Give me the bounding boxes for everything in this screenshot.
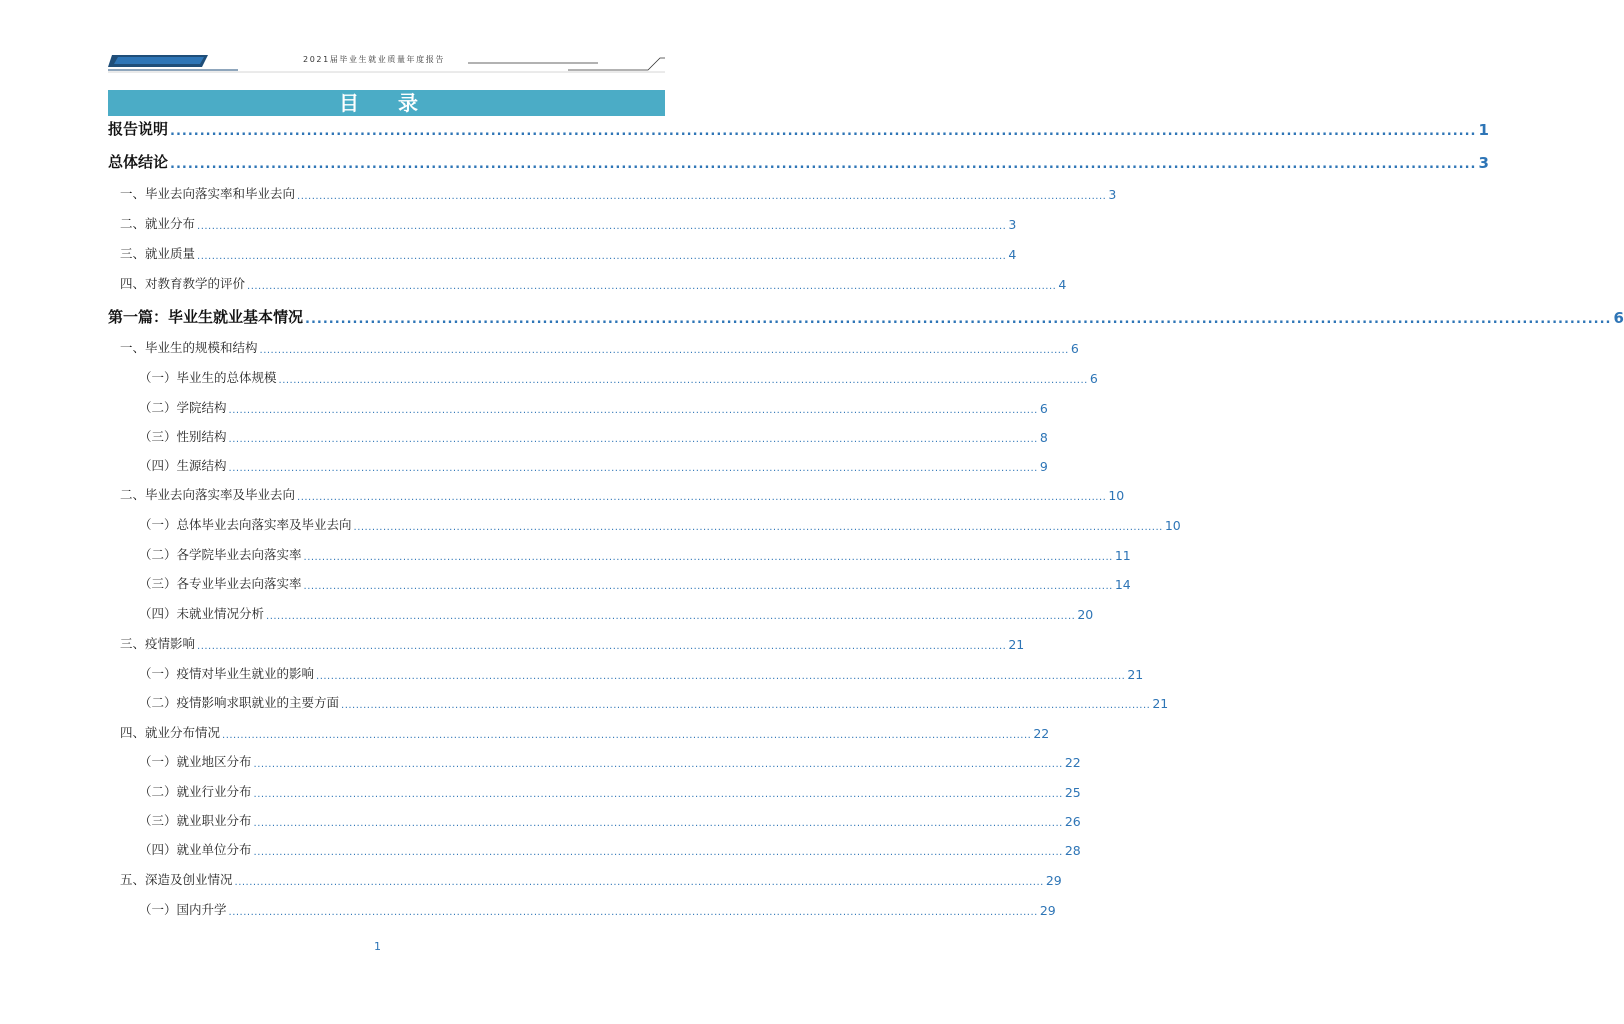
page-header: [108, 50, 665, 74]
toc-entry-page: 3: [1478, 154, 1489, 172]
toc-entry-title: 三、就业质量: [120, 246, 196, 261]
toc-entry-page: 10: [1108, 488, 1125, 503]
toc-entry[interactable]: [108, 150, 1489, 172]
toc-dot-leader: ............................................................................................................................................................................................................................: [297, 191, 1107, 202]
toc-dot-leader: ............................................................................................................................................................................................................................: [278, 375, 1088, 386]
toc-entry-title: （三）就业职业分布: [139, 813, 252, 828]
toc-entry-page: 22: [1033, 726, 1050, 741]
toc-entry[interactable]: [108, 427, 1048, 445]
toc-dot-leader: ............................................................................................................................................................................................................................: [170, 124, 1477, 139]
toc-entry[interactable]: [108, 870, 1062, 888]
toc-entry-page: 22: [1064, 755, 1081, 770]
toc-entry[interactable]: [108, 900, 1056, 918]
toc-entry-title: （二）就业行业分布: [139, 784, 252, 799]
toc-entry-title: （一）疫情对毕业生就业的影响: [139, 666, 315, 681]
toc-entry[interactable]: [108, 634, 1025, 652]
toc-entry-title: 总体结论: [108, 153, 169, 171]
toc-entry-page: 20: [1077, 607, 1094, 622]
toc-dot-leader: ............................................................................................................................................................................................................................: [303, 552, 1113, 563]
toc-entry[interactable]: [108, 604, 1094, 622]
toc-entry-title: 二、就业分布: [120, 216, 196, 231]
toc-entry[interactable]: [108, 368, 1098, 386]
toc-entry[interactable]: [108, 214, 1017, 232]
toc-dot-leader: ............................................................................................................................................................................................................................: [222, 730, 1032, 741]
toc-dot-leader: ............................................................................................................................................................................................................................: [247, 281, 1057, 292]
toc-entry-page: 4: [1058, 277, 1067, 292]
toc-entry-title: （二）学院结构: [139, 400, 227, 415]
toc-dot-leader: ............................................................................................................................................................................................................................: [253, 847, 1063, 858]
toc-dot-leader: ............................................................................................................................................................................................................................: [253, 789, 1063, 800]
toc-dot-leader: ............................................................................................................................................................................................................................: [197, 251, 1007, 262]
toc-entry[interactable]: [108, 782, 1081, 800]
toc-entry[interactable]: [108, 485, 1125, 503]
toc-dot-leader: ............................................................................................................................................................................................................................: [341, 700, 1151, 711]
toc-entry-page: 11: [1114, 548, 1131, 563]
toc-dot-leader: ............................................................................................................................................................................................................................: [353, 522, 1163, 533]
toc-dot-leader: ............................................................................................................................................................................................................................: [253, 818, 1063, 829]
toc-entry-title: （一）总体毕业去向落实率及毕业去向: [139, 517, 352, 532]
toc-entry-page: 8: [1039, 430, 1048, 445]
toc-entry[interactable]: [108, 664, 1144, 682]
toc-entry-title: （四）生源结构: [139, 458, 227, 473]
toc-dot-leader: ............................................................................................................................................................................................................................: [197, 641, 1007, 652]
toc-entry-title: 第一篇：毕业生就业基本情况: [108, 308, 304, 326]
toc-entry-title: （四）未就业情况分析: [139, 606, 265, 621]
toc-entry[interactable]: [108, 456, 1048, 474]
toc-entry-page: 9: [1039, 459, 1048, 474]
toc-entry[interactable]: [108, 305, 1624, 327]
toc-entry-title: （一）国内升学: [139, 902, 227, 917]
toc-dot-leader: ............................................................................................................................................................................................................................: [197, 221, 1007, 232]
toc-entry[interactable]: [108, 244, 1017, 262]
toc-entry-page: 6: [1070, 341, 1079, 356]
toc-entry-title: （三）各专业毕业去向落实率: [139, 576, 302, 591]
toc-entry[interactable]: [108, 693, 1169, 711]
toc-entry-page: 3: [1108, 187, 1117, 202]
toc-entry-page: 29: [1045, 873, 1062, 888]
toc-entry-title: （二）各学院毕业去向落实率: [139, 547, 302, 562]
toc-entry-page: 10: [1164, 518, 1181, 533]
toc-entry-page: 28: [1064, 843, 1081, 858]
toc-entry-page: 21: [1127, 667, 1144, 682]
toc-entry-page: 21: [1008, 637, 1025, 652]
toc-entry-title: 报告说明: [108, 120, 169, 138]
toc-dot-leader: ............................................................................................................................................................................................................................: [316, 671, 1126, 682]
toc-entry[interactable]: [108, 752, 1081, 770]
toc-entry-page: 25: [1064, 785, 1081, 800]
toc-entry-title: 一、毕业生的规模和结构: [120, 340, 258, 355]
toc-dot-leader: ............................................................................................................................................................................................................................: [266, 611, 1076, 622]
toc-dot-leader: ............................................................................................................................................................................................................................: [234, 877, 1044, 888]
toc-entry[interactable]: [108, 723, 1050, 741]
toc-dot-leader: ............................................................................................................................................................................................................................: [305, 312, 1612, 327]
toc-entry-title: 五、深造及创业情况: [120, 872, 233, 887]
header-title: 2021届毕业生就业质量年度报告: [303, 55, 445, 64]
toc-entry[interactable]: [108, 117, 1489, 139]
toc-entry-title: 四、就业分布情况: [120, 725, 221, 740]
toc-entry[interactable]: [108, 840, 1081, 858]
toc-dot-leader: ............................................................................................................................................................................................................................: [259, 345, 1069, 356]
toc-entry[interactable]: [108, 545, 1131, 563]
toc-entry-title: （四）就业单位分布: [139, 842, 252, 857]
toc-title: 目 录: [108, 90, 665, 116]
toc-entry[interactable]: [108, 515, 1181, 533]
toc-entry[interactable]: [108, 184, 1117, 202]
toc-entry-title: 二、毕业去向落实率及毕业去向: [120, 487, 296, 502]
toc-dot-leader: ............................................................................................................................................................................................................................: [253, 759, 1063, 770]
toc-entry-page: 26: [1064, 814, 1081, 829]
toc-dot-leader: ............................................................................................................................................................................................................................: [228, 463, 1038, 474]
toc-entry-page: 14: [1114, 577, 1131, 592]
toc-entry-title: （一）毕业生的总体规模: [139, 370, 277, 385]
toc-dot-leader: ............................................................................................................................................................................................................................: [228, 434, 1038, 445]
toc-entry-title: 一、毕业去向落实率和毕业去向: [120, 186, 296, 201]
toc-entry-page: 6: [1613, 309, 1624, 327]
toc-dot-leader: ............................................................................................................................................................................................................................: [297, 492, 1107, 503]
toc-entry[interactable]: [108, 398, 1048, 416]
toc-dot-leader: ............................................................................................................................................................................................................................: [228, 907, 1038, 918]
toc-entry-title: （一）就业地区分布: [139, 754, 252, 769]
toc-dot-leader: ............................................................................................................................................................................................................................: [228, 405, 1038, 416]
toc-entry-page: 21: [1152, 696, 1169, 711]
toc-dot-leader: ............................................................................................................................................................................................................................: [170, 157, 1477, 172]
toc-entry-page: 1: [1478, 121, 1489, 139]
toc-entry-page: 6: [1089, 371, 1098, 386]
page-number: 1: [374, 940, 381, 953]
toc-entry-page: 3: [1008, 217, 1017, 232]
toc-entry[interactable]: [108, 811, 1081, 829]
toc-entry-title: （二）疫情影响求职就业的主要方面: [139, 695, 340, 710]
toc-entry[interactable]: [108, 274, 1067, 292]
toc-entry-title: 四、对教育教学的评价: [120, 276, 246, 291]
toc-entry[interactable]: [108, 574, 1131, 592]
toc-dot-leader: ............................................................................................................................................................................................................................: [303, 581, 1113, 592]
toc-entry-title: （三）性别结构: [139, 429, 227, 444]
toc-entry[interactable]: [108, 338, 1079, 356]
toc-entry-page: 4: [1008, 247, 1017, 262]
toc-entry-title: 三、疫情影响: [120, 636, 196, 651]
toc-entry-page: 6: [1039, 401, 1048, 416]
toc-entry-page: 29: [1039, 903, 1056, 918]
